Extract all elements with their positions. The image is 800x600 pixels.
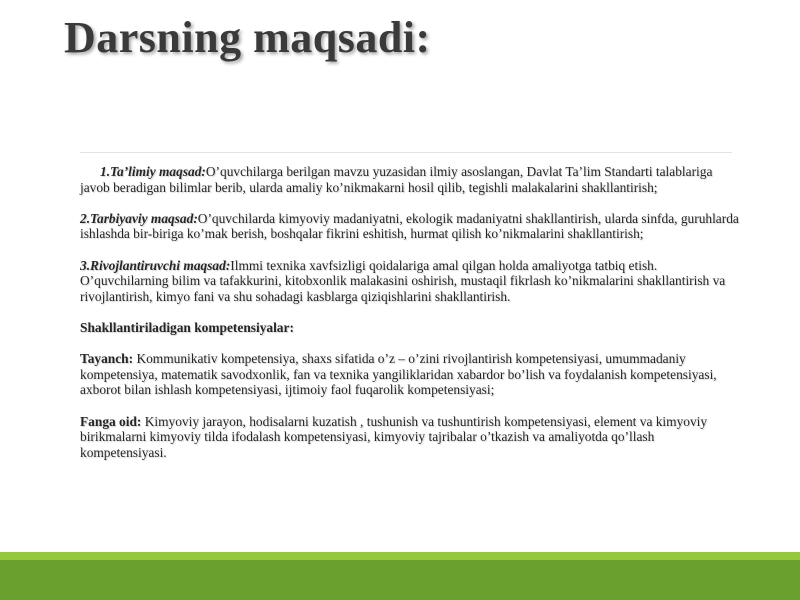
educational-goal-paragraph bbox=[80, 164, 740, 195]
competencies-heading-paragraph bbox=[80, 320, 740, 336]
competencies-heading: Shakllantiriladigan kompetensiyalar: bbox=[80, 319, 294, 335]
upbringing-goal-text: O’quvchilarda kimyoviy madaniyatni, ekologik madaniyatni shakllantirish, ularda sinfda, guruhlarda ishlashda bir-biriga ko’mak berish, boshqalar fikrini eshitish, hurmat qilish ko’nikmalarini shakllantirish; bbox=[80, 210, 739, 242]
core-competencies-text: Kommunikativ kompetensiya, shaxs sifatida o’z – o’zini rivojlantirish kompetensiyasi, umummadaniy kompetensiya, matematik savodxonlik, fan va texnika yangiliklaridan xabardor bo’lish va foydalanish kompetensiyasi, axborot bilan ishlash kompetensiyasi, ijtimoiy faol fuqarolik kompetensiyasi; bbox=[80, 351, 717, 398]
educational-goal-text: O’quvchilarga berilgan mavzu yuzasidan ilmiy asoslangan, Davlat Ta’lim Standarti talablariga javob beradigan bilimlar berib, ularda amaliy ko’nikmakarni hosil qilib, tegishli malakalarini shakllantirish; bbox=[80, 164, 713, 195]
subject-competencies-paragraph bbox=[80, 414, 740, 461]
core-competencies-label: Tayanch: bbox=[80, 351, 134, 367]
core-competencies-paragraph bbox=[80, 351, 740, 398]
educational-goal-label: 1.Ta’limiy maqsad: bbox=[100, 164, 206, 179]
slide-title: Darsning maqsadi: bbox=[64, 13, 431, 62]
subject-competencies-text: Kimyoviy jarayon, hodisalarni kuzatish , tushunish va tushuntirish kompetensiyasi, element va kimyoviy birikmalarni kimyoviy tilda ifodalash kompetensiyasi, kimyoviy tajribalar o’tkazish va amaliyotda qo’llash kompetensiyasi. bbox=[80, 413, 708, 460]
footer-band-light bbox=[0, 552, 800, 560]
developmental-goal-label: 3.Rivojlantiruvchi maqsad: bbox=[80, 257, 231, 273]
footer-band-dark bbox=[0, 560, 800, 600]
content-body bbox=[80, 164, 740, 476]
developmental-goal-text: Ilmmi texnika xavfsizligi qoidalariga amal qilgan holda amaliyotga tatbiq etish. O’quvchilarning bilim va tafakkurini, kitobxonlik malakasini oshirish, mustaqil fikrlash ko’nikmalarini shakllantirish va rivojlantirish, kimyo fani va shu sohadagi kasblarga qiziqishlarini shakllantirish. bbox=[80, 257, 726, 304]
upbringing-goal-label: 2.Tarbiyaviy maqsad: bbox=[80, 210, 198, 226]
subject-competencies-label: Fanga oid: bbox=[80, 413, 142, 429]
upbringing-goal-paragraph bbox=[80, 211, 740, 242]
divider-line bbox=[80, 152, 732, 153]
developmental-goal-paragraph bbox=[80, 258, 740, 305]
